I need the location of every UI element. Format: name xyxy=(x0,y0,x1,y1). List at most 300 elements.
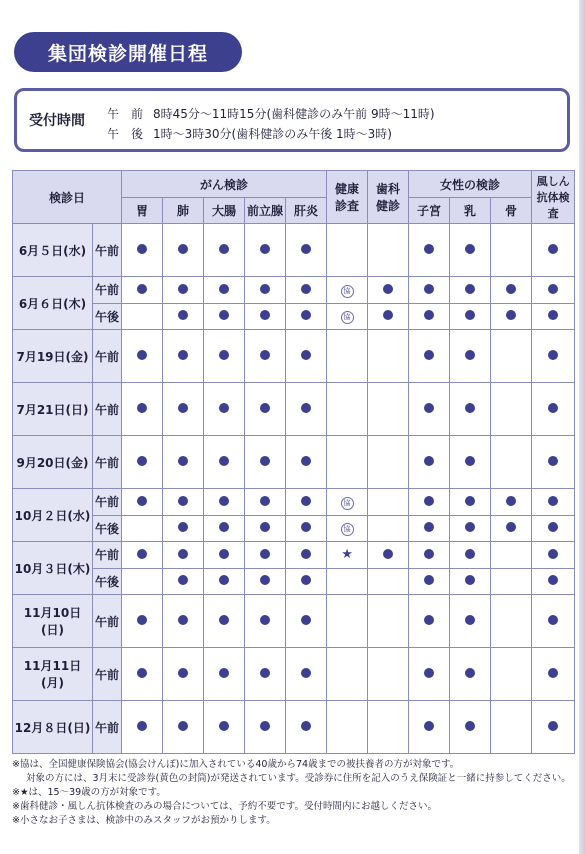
available-dot-icon xyxy=(465,549,475,559)
availability-cell xyxy=(245,542,286,569)
available-dot-icon xyxy=(465,244,475,254)
available-dot-icon xyxy=(178,284,188,294)
availability-cell xyxy=(204,277,245,304)
exam-date: 9月20日(金) xyxy=(13,436,93,489)
availability-cell xyxy=(491,303,532,330)
available-dot-icon xyxy=(301,310,311,320)
available-dot-icon xyxy=(260,668,270,678)
schedule-row xyxy=(13,489,575,516)
availability-cell xyxy=(163,277,204,304)
availability-cell xyxy=(204,224,245,277)
availability-cell xyxy=(368,648,409,701)
session-period: 午前 xyxy=(93,489,122,516)
available-dot-icon xyxy=(219,668,229,678)
available-dot-icon xyxy=(219,310,229,320)
exam-date: 10月２日(水) xyxy=(13,489,93,542)
available-dot-icon xyxy=(548,668,558,678)
available-dot-icon xyxy=(424,575,434,585)
available-dot-icon xyxy=(137,549,147,559)
availability-cell xyxy=(368,568,409,595)
available-dot-icon xyxy=(178,350,188,360)
availability-cell xyxy=(491,224,532,277)
uterus-header: 子宮 xyxy=(409,198,450,224)
available-dot-icon xyxy=(260,615,270,625)
session-period: 午前 xyxy=(93,436,122,489)
available-dot-icon xyxy=(465,403,475,413)
availability-cell xyxy=(245,436,286,489)
availability-cell xyxy=(532,542,575,569)
availability-cell xyxy=(491,568,532,595)
available-dot-icon xyxy=(424,721,434,731)
available-dot-icon xyxy=(137,456,147,466)
available-dot-icon xyxy=(219,522,229,532)
session-period: 午前 xyxy=(93,542,122,569)
available-dot-icon xyxy=(424,549,434,559)
available-dot-icon xyxy=(219,456,229,466)
availability-cell xyxy=(245,224,286,277)
availability-cell xyxy=(491,595,532,648)
availability-cell xyxy=(491,277,532,304)
availability-cell xyxy=(204,568,245,595)
available-dot-icon xyxy=(219,496,229,506)
availability-cell xyxy=(286,542,327,569)
available-dot-icon xyxy=(465,350,475,360)
available-dot-icon xyxy=(301,668,311,678)
am-hours: 8時45分～11時15分(歯科健診のみ午前 9時～11時) xyxy=(153,107,435,121)
pm-label: 午 後 xyxy=(107,127,144,141)
available-dot-icon xyxy=(424,310,434,320)
availability-cell xyxy=(409,568,450,595)
availability-cell xyxy=(286,568,327,595)
available-dot-icon xyxy=(506,496,516,506)
availability-cell xyxy=(450,648,491,701)
liver-header: 肝炎 xyxy=(286,198,327,224)
pm-hours: 1時～3時30分(歯科健診のみ午後 1時～3時) xyxy=(153,127,392,141)
schedule-row xyxy=(13,515,575,542)
availability-cell xyxy=(204,515,245,542)
availability-cell xyxy=(368,515,409,542)
available-dot-icon xyxy=(219,350,229,360)
availability-cell xyxy=(532,436,575,489)
availability-cell xyxy=(532,568,575,595)
availability-cell xyxy=(122,648,163,701)
availability-cell xyxy=(368,595,409,648)
available-dot-icon xyxy=(383,549,393,559)
availability-cell xyxy=(163,383,204,436)
availability-cell xyxy=(122,330,163,383)
availability-cell xyxy=(450,303,491,330)
available-dot-icon xyxy=(506,522,516,532)
availability-cell xyxy=(409,224,450,277)
availability-cell xyxy=(409,489,450,516)
availability-cell xyxy=(491,383,532,436)
session-period: 午後 xyxy=(93,515,122,542)
available-dot-icon xyxy=(137,496,147,506)
availability-cell xyxy=(286,701,327,754)
availability-cell xyxy=(368,701,409,754)
availability-cell xyxy=(491,515,532,542)
stomach-header: 胃 xyxy=(122,198,163,224)
available-dot-icon xyxy=(219,403,229,413)
available-dot-icon xyxy=(424,284,434,294)
availability-cell xyxy=(204,701,245,754)
date-header: 検診日 xyxy=(13,171,122,224)
availability-cell xyxy=(368,277,409,304)
availability-cell xyxy=(204,489,245,516)
available-dot-icon xyxy=(548,350,558,360)
available-dot-icon xyxy=(137,403,147,413)
available-dot-icon xyxy=(465,721,475,731)
availability-cell xyxy=(163,595,204,648)
availability-cell xyxy=(245,701,286,754)
availability-cell xyxy=(450,595,491,648)
available-dot-icon xyxy=(301,350,311,360)
note-childcare: ※小さなお子さまは、検診中のみスタッフがお預かりします。 xyxy=(12,815,276,826)
available-dot-icon xyxy=(178,549,188,559)
availability-cell xyxy=(286,330,327,383)
availability-cell xyxy=(450,436,491,489)
availability-cell xyxy=(327,224,368,277)
schedule-row xyxy=(13,383,575,436)
availability-cell xyxy=(532,224,575,277)
availability-cell xyxy=(286,515,327,542)
women-header: 女性の検診 xyxy=(409,171,532,198)
availability-cell xyxy=(163,515,204,542)
available-dot-icon xyxy=(260,244,270,254)
available-dot-icon xyxy=(178,522,188,532)
available-dot-icon xyxy=(465,668,475,678)
availability-cell xyxy=(532,383,575,436)
availability-cell xyxy=(409,542,450,569)
availability-cell xyxy=(286,383,327,436)
available-dot-icon xyxy=(219,284,229,294)
reception-label: 受付時間 xyxy=(29,113,85,129)
session-period: 午前 xyxy=(93,330,122,383)
availability-cell xyxy=(245,277,286,304)
available-dot-icon xyxy=(506,310,516,320)
availability-cell xyxy=(204,595,245,648)
availability-cell xyxy=(532,515,575,542)
availability-cell xyxy=(122,277,163,304)
footnotes xyxy=(12,758,574,828)
available-dot-icon xyxy=(260,403,270,413)
availability-cell xyxy=(204,303,245,330)
schedule-table xyxy=(12,170,575,754)
availability-cell xyxy=(450,515,491,542)
session-period: 午前 xyxy=(93,383,122,436)
available-dot-icon xyxy=(548,615,558,625)
available-dot-icon xyxy=(301,456,311,466)
availability-cell xyxy=(286,648,327,701)
availability-cell xyxy=(327,277,368,304)
availability-cell xyxy=(245,303,286,330)
available-dot-icon xyxy=(137,284,147,294)
availability-cell xyxy=(450,701,491,754)
availability-cell xyxy=(327,568,368,595)
availability-cell xyxy=(122,383,163,436)
available-dot-icon xyxy=(301,496,311,506)
availability-cell xyxy=(245,383,286,436)
available-dot-icon xyxy=(219,721,229,731)
session-period: 午前 xyxy=(93,701,122,754)
available-dot-icon xyxy=(301,721,311,731)
health-header: 健康 診査 xyxy=(327,171,368,224)
available-dot-icon xyxy=(260,284,270,294)
kyokai-mark-icon: 協 xyxy=(341,523,354,536)
availability-cell xyxy=(532,595,575,648)
session-period: 午前 xyxy=(93,648,122,701)
availability-cell xyxy=(122,595,163,648)
available-dot-icon xyxy=(137,615,147,625)
session-period: 午後 xyxy=(93,568,122,595)
reception-am-line xyxy=(107,105,435,122)
availability-cell xyxy=(327,648,368,701)
reception-hours-box xyxy=(14,88,570,152)
availability-cell xyxy=(491,542,532,569)
availability-cell xyxy=(491,436,532,489)
availability-cell xyxy=(368,303,409,330)
schedule-row xyxy=(13,303,575,330)
dental-header: 歯科 健診 xyxy=(368,171,409,224)
availability-cell xyxy=(245,568,286,595)
page-title: 集団検診開催日程 xyxy=(14,32,242,72)
availability-cell xyxy=(122,436,163,489)
star-icon: ★ xyxy=(341,547,353,563)
availability-cell xyxy=(532,489,575,516)
availability-cell xyxy=(286,595,327,648)
available-dot-icon xyxy=(465,522,475,532)
schedule-row xyxy=(13,542,575,569)
availability-cell xyxy=(163,542,204,569)
availability-cell xyxy=(122,568,163,595)
schedule-row xyxy=(13,436,575,489)
availability-cell xyxy=(450,542,491,569)
schedule-row xyxy=(13,330,575,383)
available-dot-icon xyxy=(178,310,188,320)
availability-cell xyxy=(122,542,163,569)
available-dot-icon xyxy=(301,244,311,254)
schedule-row xyxy=(13,224,575,277)
availability-cell xyxy=(491,701,532,754)
available-dot-icon xyxy=(465,615,475,625)
availability-cell xyxy=(245,489,286,516)
exam-date: 10月３日(木) xyxy=(13,542,93,595)
availability-cell xyxy=(204,542,245,569)
available-dot-icon xyxy=(548,456,558,466)
availability-cell xyxy=(122,701,163,754)
note-kyo: ※協は、全国健康保険協会(協会けんぽ)に加入されている40歳から74歳までの被扶養者の方が対象です。 xyxy=(12,759,460,770)
available-dot-icon xyxy=(219,244,229,254)
availability-cell xyxy=(532,277,575,304)
available-dot-icon xyxy=(260,310,270,320)
availability-cell xyxy=(245,648,286,701)
availability-cell xyxy=(163,648,204,701)
availability-cell xyxy=(450,330,491,383)
availability-cell xyxy=(122,303,163,330)
lung-header: 肺 xyxy=(163,198,204,224)
available-dot-icon xyxy=(424,350,434,360)
available-dot-icon xyxy=(548,496,558,506)
availability-cell xyxy=(450,489,491,516)
availability-cell xyxy=(163,224,204,277)
available-dot-icon xyxy=(424,522,434,532)
availability-cell xyxy=(122,489,163,516)
available-dot-icon xyxy=(424,496,434,506)
available-dot-icon xyxy=(301,615,311,625)
availability-cell xyxy=(409,383,450,436)
available-dot-icon xyxy=(260,575,270,585)
available-dot-icon xyxy=(178,721,188,731)
kyokai-mark-icon: 協 xyxy=(341,497,354,510)
available-dot-icon xyxy=(178,615,188,625)
availability-cell xyxy=(327,303,368,330)
reception-pm-line xyxy=(107,125,392,142)
schedule-row xyxy=(13,277,575,304)
schedule-row xyxy=(13,595,575,648)
availability-cell xyxy=(286,224,327,277)
availability-cell xyxy=(532,303,575,330)
available-dot-icon xyxy=(178,456,188,466)
availability-cell xyxy=(368,489,409,516)
session-period: 午後 xyxy=(93,303,122,330)
availability-cell xyxy=(327,489,368,516)
available-dot-icon xyxy=(260,350,270,360)
exam-date: 11月11日(月) xyxy=(13,648,93,701)
am-label: 午 前 xyxy=(107,107,144,121)
available-dot-icon xyxy=(548,575,558,585)
availability-cell xyxy=(122,224,163,277)
schedule-row xyxy=(13,648,575,701)
exam-date: 6月６日(木) xyxy=(13,277,93,330)
availability-cell xyxy=(450,224,491,277)
availability-cell xyxy=(450,383,491,436)
availability-cell xyxy=(327,595,368,648)
schedule-row xyxy=(13,568,575,595)
session-period: 午前 xyxy=(93,277,122,304)
available-dot-icon xyxy=(424,615,434,625)
available-dot-icon xyxy=(548,721,558,731)
available-dot-icon xyxy=(178,575,188,585)
availability-cell xyxy=(368,436,409,489)
availability-cell xyxy=(409,436,450,489)
available-dot-icon xyxy=(465,284,475,294)
available-dot-icon xyxy=(548,403,558,413)
kyokai-mark-icon: 協 xyxy=(341,285,354,298)
available-dot-icon xyxy=(178,668,188,678)
availability-cell xyxy=(368,542,409,569)
breast-header: 乳 xyxy=(450,198,491,224)
availability-cell xyxy=(163,303,204,330)
availability-cell xyxy=(491,489,532,516)
kyokai-mark-icon: 協 xyxy=(341,311,354,324)
colon-header: 大腸 xyxy=(204,198,245,224)
available-dot-icon xyxy=(548,310,558,320)
availability-cell xyxy=(327,701,368,754)
available-dot-icon xyxy=(301,549,311,559)
available-dot-icon xyxy=(260,721,270,731)
available-dot-icon xyxy=(137,668,147,678)
availability-cell xyxy=(122,515,163,542)
availability-cell xyxy=(532,701,575,754)
availability-cell xyxy=(163,701,204,754)
availability-cell xyxy=(286,303,327,330)
availability-cell xyxy=(163,330,204,383)
availability-cell xyxy=(204,383,245,436)
exam-date: 6月５日(水) xyxy=(13,224,93,277)
availability-cell xyxy=(409,648,450,701)
available-dot-icon xyxy=(219,549,229,559)
availability-cell xyxy=(532,648,575,701)
available-dot-icon xyxy=(260,522,270,532)
available-dot-icon xyxy=(137,721,147,731)
availability-cell xyxy=(327,330,368,383)
available-dot-icon xyxy=(301,403,311,413)
availability-cell xyxy=(286,489,327,516)
available-dot-icon xyxy=(260,496,270,506)
available-dot-icon xyxy=(548,522,558,532)
availability-cell xyxy=(409,595,450,648)
availability-cell xyxy=(204,648,245,701)
available-dot-icon xyxy=(260,549,270,559)
available-dot-icon xyxy=(424,668,434,678)
available-dot-icon xyxy=(219,575,229,585)
availability-cell xyxy=(532,330,575,383)
available-dot-icon xyxy=(424,403,434,413)
available-dot-icon xyxy=(219,615,229,625)
available-dot-icon xyxy=(178,403,188,413)
availability-cell xyxy=(204,436,245,489)
availability-cell xyxy=(327,436,368,489)
availability-cell xyxy=(163,436,204,489)
note-kyo-detail: 対象の方には、3月末に受診券(黄色の封筒)が発送されています。受診券に住所を記入のうえ保険証と一緒に持参してください。 xyxy=(26,773,571,784)
available-dot-icon xyxy=(178,244,188,254)
available-dot-icon xyxy=(137,350,147,360)
note-dental-rubella: ※歯科健診・風しん抗体検査のみの場合については、予約不要です。受付時間内にお越しください。 xyxy=(12,801,438,812)
availability-cell xyxy=(409,277,450,304)
available-dot-icon xyxy=(506,284,516,294)
available-dot-icon xyxy=(548,284,558,294)
availability-cell xyxy=(409,303,450,330)
availability-cell xyxy=(163,489,204,516)
availability-cell xyxy=(245,595,286,648)
bone-header: 骨 xyxy=(491,198,532,224)
availability-cell xyxy=(450,277,491,304)
availability-cell xyxy=(286,436,327,489)
availability-cell xyxy=(409,515,450,542)
available-dot-icon xyxy=(465,310,475,320)
exam-date: 7月19日(金) xyxy=(13,330,93,383)
available-dot-icon xyxy=(137,244,147,254)
available-dot-icon xyxy=(383,310,393,320)
available-dot-icon xyxy=(465,496,475,506)
availability-cell xyxy=(327,542,368,569)
availability-cell xyxy=(491,330,532,383)
available-dot-icon xyxy=(301,575,311,585)
available-dot-icon xyxy=(301,522,311,532)
available-dot-icon xyxy=(301,284,311,294)
availability-cell xyxy=(327,515,368,542)
availability-cell xyxy=(409,330,450,383)
availability-cell xyxy=(204,330,245,383)
availability-cell xyxy=(368,224,409,277)
availability-cell xyxy=(286,277,327,304)
availability-cell xyxy=(368,383,409,436)
availability-cell xyxy=(409,701,450,754)
available-dot-icon xyxy=(383,284,393,294)
prostate-header: 前立腺 xyxy=(245,198,286,224)
available-dot-icon xyxy=(424,456,434,466)
availability-cell xyxy=(368,330,409,383)
